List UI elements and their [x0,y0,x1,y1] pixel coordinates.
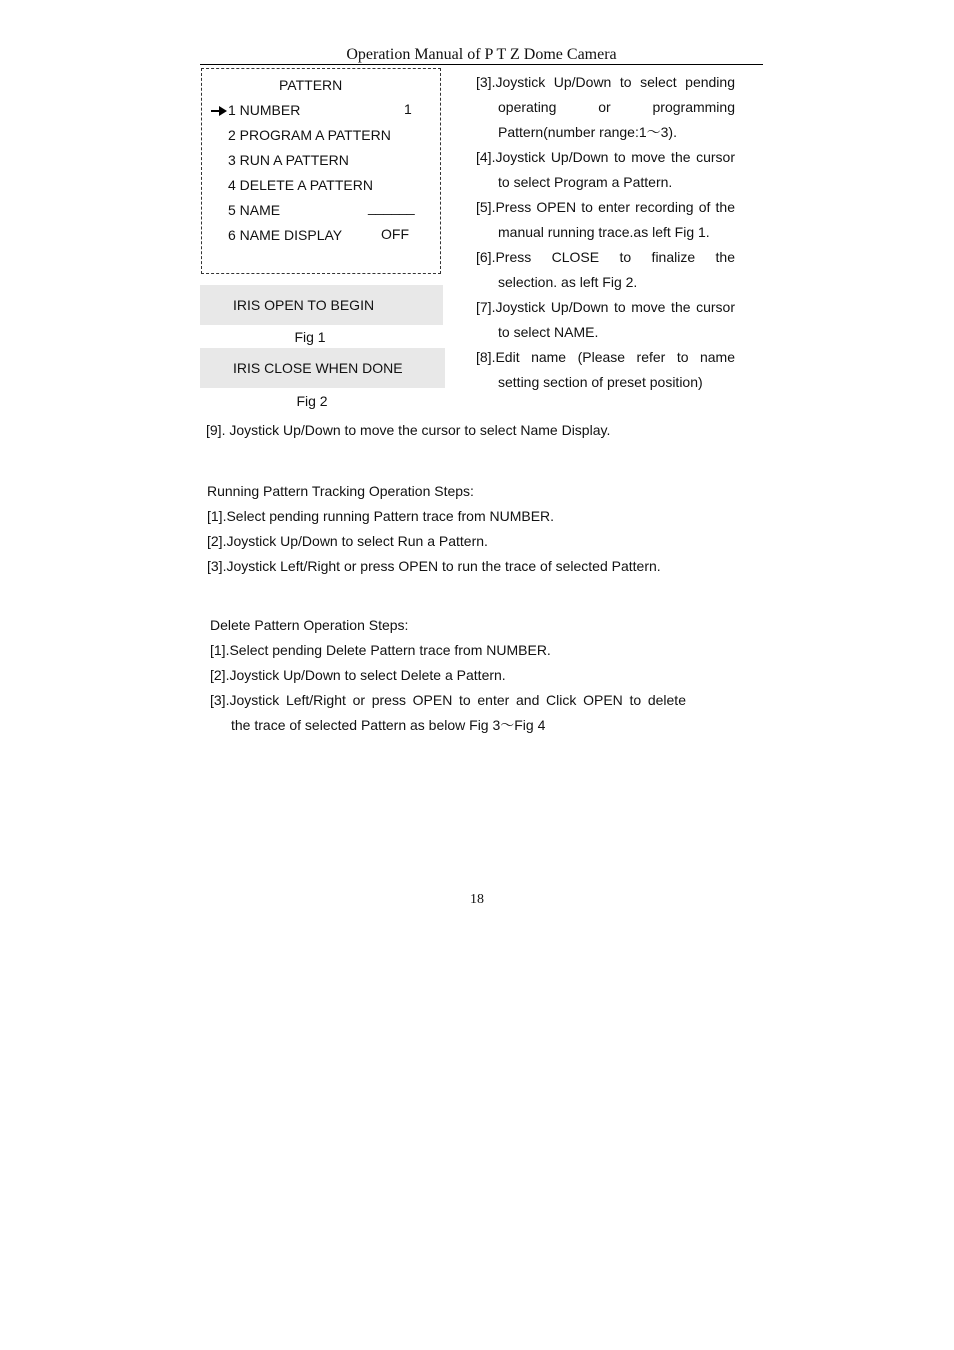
step-4: [4].Joystick Up/Down to move the cursor to select Program a Pattern. [476,149,735,190]
step-9: [9]. Joystick Up/Down to move the cursor to select Name Display. [206,422,611,438]
menu-item-number: 1 NUMBER [228,102,301,118]
menu-item-name-display: 6 NAME DISPLAY [228,227,343,243]
menu-title: PATTERN [279,77,343,93]
running-heading: Running Pattern Tracking Operation Steps: [207,483,474,499]
arrow-right-icon [210,104,228,118]
running-step-3: [3].Joystick Left/Right or press OPEN to run the trace of selected Pattern. [207,558,661,574]
delete-step-1: [1].Select pending Delete Pattern trace from NUMBER. [210,642,551,658]
step-5: [5].Press OPEN to enter recording of the manual running trace.as left Fig 1. [476,199,735,240]
menu-item-run: 3 RUN A PATTERN [228,152,349,168]
right-column-steps [476,70,735,395]
fig2-caption: Fig 2 [296,393,328,409]
iris-open-box: IRIS OPEN TO BEGIN [200,285,443,325]
pattern-menu-figure [201,68,441,274]
delete-step-2: [2].Joystick Up/Down to select Delete a Pattern. [210,667,506,683]
step-8: [8].Edit name (Please refer to name setting section of preset position) [476,349,735,390]
iris-close-box: IRIS CLOSE WHEN DONE [200,348,445,388]
menu-item-program: 2 PROGRAM A PATTERN [228,127,391,143]
running-step-2: [2].Joystick Up/Down to select Run a Pattern. [207,533,488,549]
running-step-1: [1].Select pending running Pattern trace from NUMBER. [207,508,555,524]
menu-item-name-display-value: OFF [381,226,409,242]
delete-step-3: [3].Joystick Left/Right or press OPEN to enter and Click OPEN to delete [210,692,686,708]
page-header: Operation Manual of P T Z Dome Camera [200,46,763,65]
menu-item-name: 5 NAME [228,202,281,218]
menu-item-delete: 4 DELETE A PATTERN [228,177,373,193]
step-3: [3].Joystick Up/Down to select pending operating or programming Pattern(number range:1～3). [476,74,735,140]
delete-step-3-continuation: the trace of selected Pattern as below Fig 3～Fig 4 [231,717,546,733]
page-number: 18 [470,892,484,907]
step-6: [6].Press CLOSE to finalize the selection. as left Fig 2. [476,249,735,290]
step-7: [7].Joystick Up/Down to move the cursor to select NAME. [476,299,735,340]
fig1-caption: Fig 1 [294,329,326,345]
delete-heading: Delete Pattern Operation Steps: [210,617,409,633]
menu-item-number-value: 1 [404,101,412,117]
menu-item-name-value: ______ [368,199,415,215]
